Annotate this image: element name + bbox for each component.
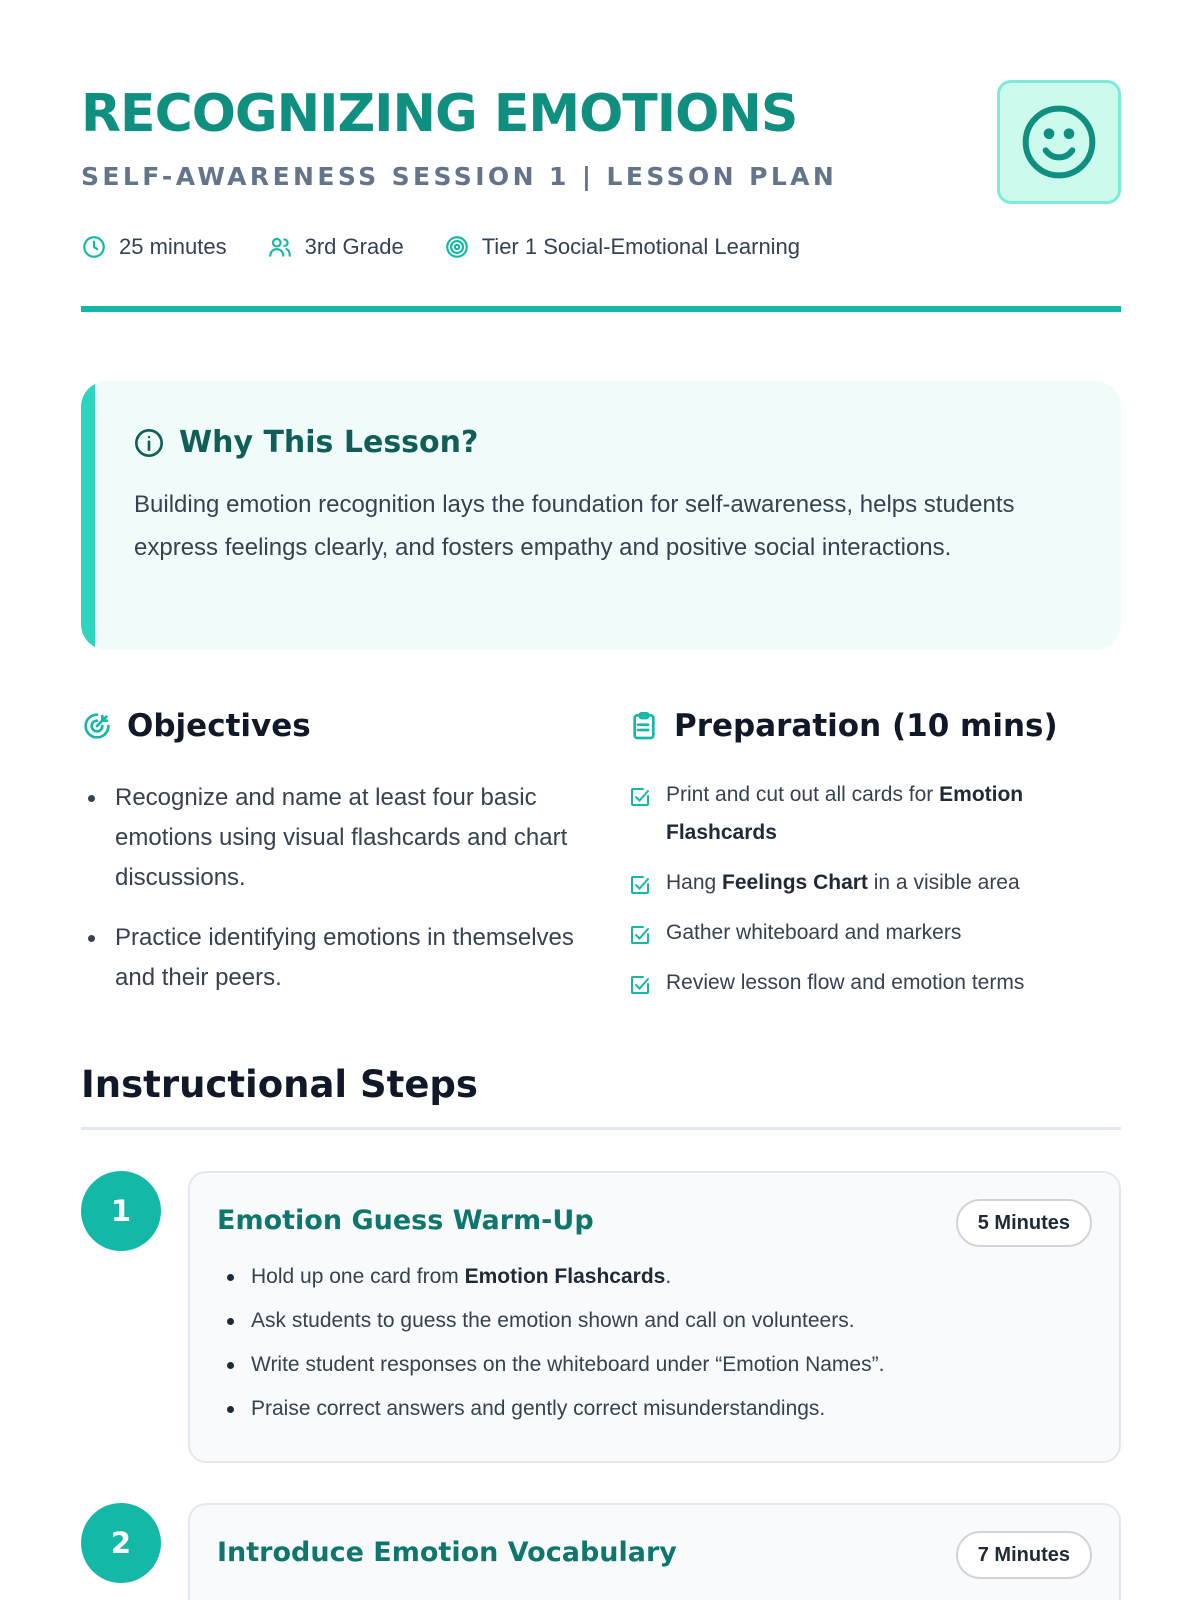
list-item-emphasis: Emotion Flashcards: [464, 1265, 666, 1288]
clock-icon: [81, 234, 107, 260]
meta-tier: [444, 234, 800, 260]
meta-duration: [81, 234, 227, 260]
page-subtitle: SELF-AWARENESS SESSION 1 | LESSON PLAN: [81, 162, 838, 191]
meta-tier-label: Tier 1 Social-Emotional Learning: [481, 234, 801, 259]
lesson-logo: [997, 80, 1121, 204]
steps-section-title: Instructional Steps: [81, 1063, 478, 1106]
checklist-text: Hang: [666, 871, 723, 894]
header-divider: [81, 306, 1121, 312]
lesson-header: [81, 80, 1121, 315]
checklist-item: [628, 776, 1118, 852]
list-item-text: .: [665, 1265, 672, 1288]
callout-accent-bar: [81, 381, 95, 650]
checkbox-checked-icon: [628, 785, 652, 809]
list-item: Practice identifying emotions in themselves and their peers.: [84, 918, 584, 998]
checklist-item: [628, 914, 1118, 952]
step-number-badge: 2: [81, 1503, 161, 1583]
step-title: Emotion Guess Warm-Up: [217, 1205, 594, 1236]
checklist-text: Review lesson flow and emotion terms: [666, 971, 1025, 994]
list-item-text: Write student responses on the whiteboard under “Emotion Names”.: [251, 1353, 885, 1376]
why-lesson-heading: [133, 425, 478, 460]
checklist-emphasis: Emotion Flashcards: [666, 783, 1024, 844]
list-item: [223, 1349, 1093, 1381]
objectives-list: [84, 778, 584, 1018]
why-lesson-callout: [81, 381, 1121, 650]
list-item: Recognize and name at least four basic emotions using visual flashcards and chart discussions.: [84, 778, 584, 898]
target-arrow-icon: [81, 710, 113, 742]
why-lesson-text: Building emotion recognition lays the foundation for self-awareness, helps students express feelings clearly, and fosters empathy and positive social interactions.: [134, 491, 1015, 561]
step-activity-list: [223, 1261, 1093, 1437]
step-duration-badge: 7 Minutes: [956, 1531, 1092, 1579]
checklist-text: Print and cut out all cards for: [666, 783, 940, 806]
step-title: Introduce Emotion Vocabulary: [217, 1537, 677, 1568]
checklist-text: Gather whiteboard and markers: [666, 921, 962, 944]
why-lesson-title: Why This Lesson?: [179, 425, 479, 460]
page-title: RECOGNIZING EMOTIONS: [81, 84, 798, 144]
steps-divider: [81, 1127, 1121, 1130]
step-card: [188, 1171, 1121, 1463]
list-item: [223, 1261, 1093, 1293]
lesson-meta: [81, 234, 840, 260]
checklist-emphasis: Feelings Chart: [722, 871, 868, 894]
preparation-checklist: [628, 776, 1118, 1014]
step-card: [188, 1503, 1121, 1600]
info-icon: [133, 427, 165, 459]
checkbox-checked-icon: [628, 923, 652, 947]
preparation-heading: [628, 708, 1058, 744]
checkbox-checked-icon: [628, 873, 652, 897]
meta-grade: [267, 234, 404, 260]
objectives-title: Objectives: [127, 708, 311, 744]
objectives-heading: [81, 708, 311, 744]
checklist-text: in a visible area: [867, 871, 1020, 894]
checklist-item: [628, 964, 1118, 1002]
checklist-item: [628, 864, 1118, 902]
meta-duration-label: 25 minutes: [119, 234, 227, 259]
list-item-text: Praise correct answers and gently correct misunderstandings.: [251, 1397, 826, 1420]
step-number-badge: 1: [81, 1171, 161, 1251]
list-item: [223, 1305, 1093, 1337]
meta-grade-label: 3rd Grade: [304, 234, 404, 259]
step-duration-badge: 5 Minutes: [956, 1199, 1092, 1247]
list-item-text: Ask students to guess the emotion shown and call on volunteers.: [251, 1309, 855, 1332]
checkbox-checked-icon: [628, 973, 652, 997]
smiley-face-icon: [1019, 102, 1099, 182]
clipboard-icon: [628, 710, 660, 742]
list-item: [223, 1393, 1093, 1425]
list-item-text: Hold up one card from: [251, 1265, 465, 1288]
target-icon: [444, 234, 470, 260]
users-icon: [267, 234, 293, 260]
preparation-title: Preparation (10 mins): [674, 708, 1058, 744]
